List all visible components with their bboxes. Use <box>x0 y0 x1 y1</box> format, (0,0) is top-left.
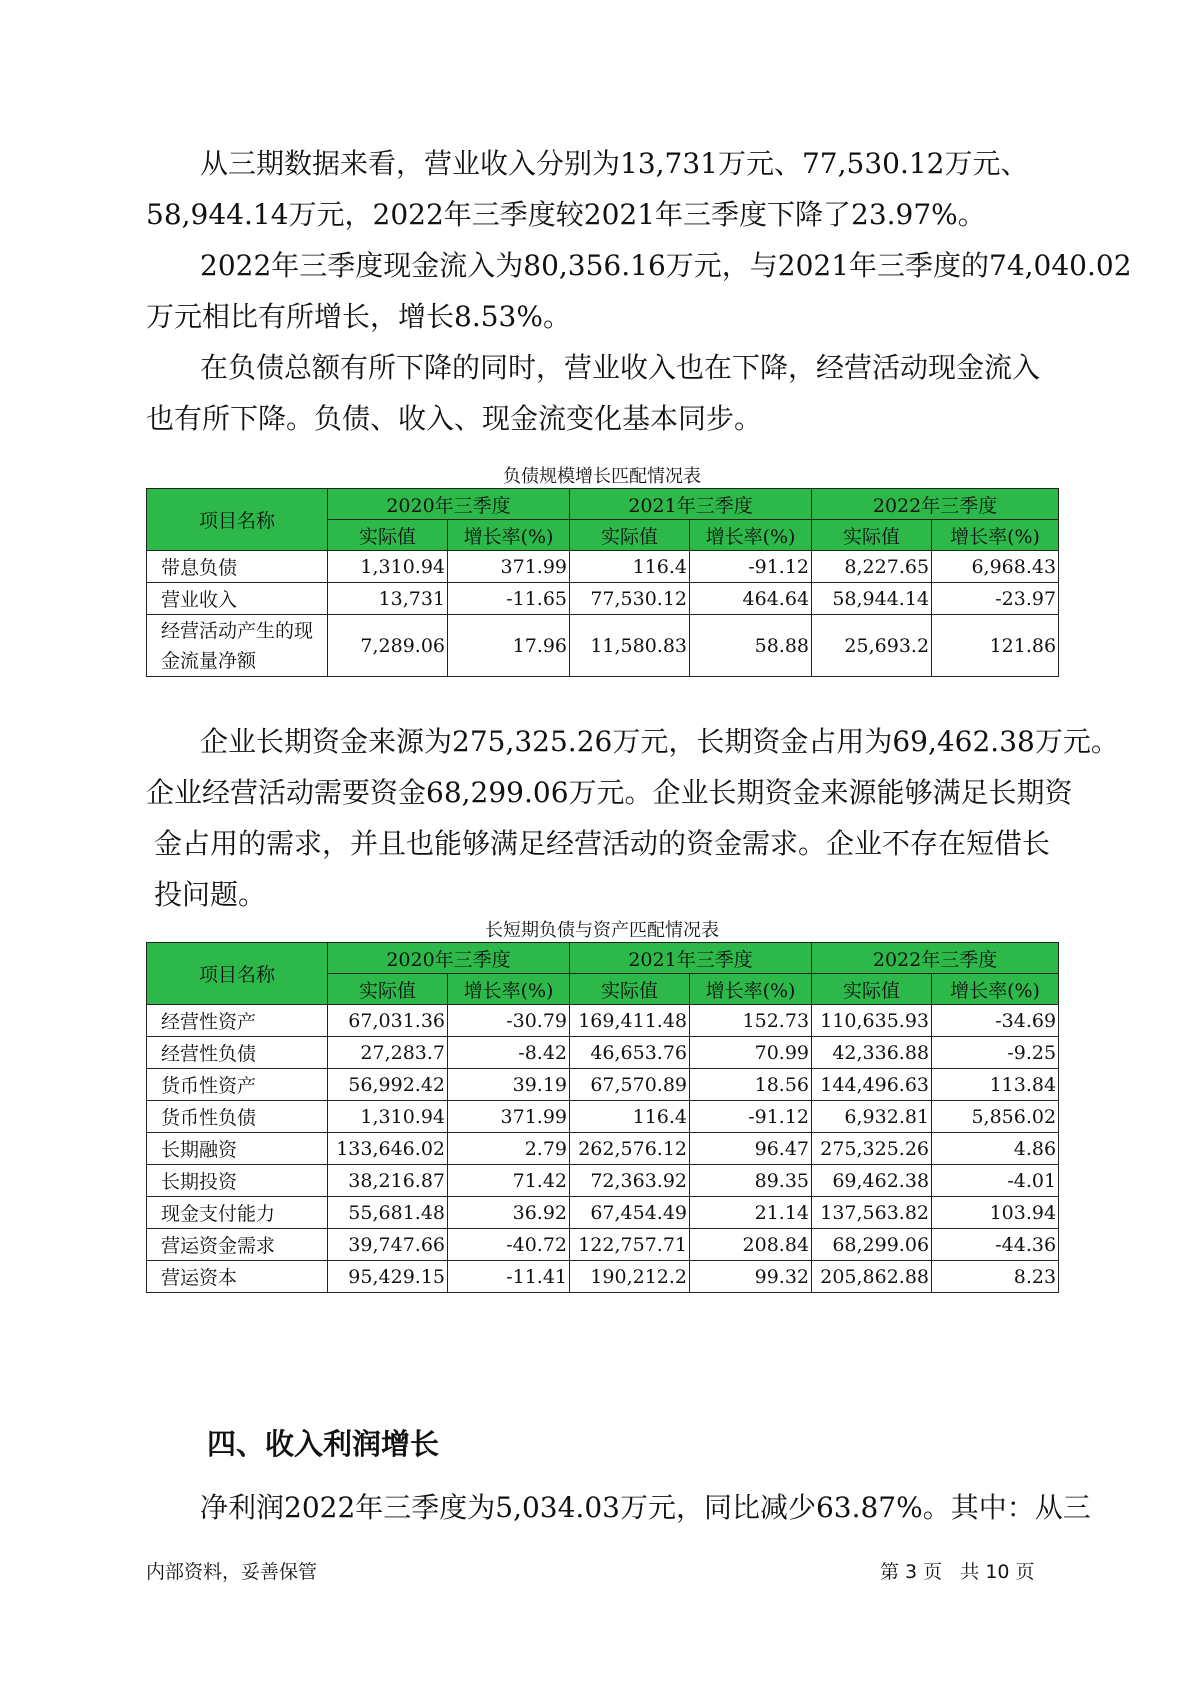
row-label: 现金支付能力 <box>147 1197 328 1229</box>
header-item-name: 项目名称 <box>147 489 328 551</box>
header-sub: 增长率(%) <box>932 520 1059 551</box>
cell-value: 7,289.06 <box>328 615 448 677</box>
cell-value: 55,681.48 <box>328 1197 448 1229</box>
cell-value: 11,580.83 <box>570 615 690 677</box>
cell-value: -40.72 <box>448 1229 570 1261</box>
row-label: 经营性资产 <box>147 1005 328 1037</box>
cell-value: 96.47 <box>690 1133 812 1165</box>
cell-value: -9.25 <box>932 1037 1059 1069</box>
cell-value: 72,363.92 <box>570 1165 690 1197</box>
cell-value: 152.73 <box>690 1005 812 1037</box>
cell-value: 58,944.14 <box>812 583 932 615</box>
cell-value: 208.84 <box>690 1229 812 1261</box>
header-sub: 实际值 <box>812 520 932 551</box>
cell-value: 67,454.49 <box>570 1197 690 1229</box>
cell-value: -34.69 <box>932 1005 1059 1037</box>
text-line: 净利润2022年三季度为5,034.03万元，同比减少63.87%。其中：从三 <box>200 1491 1091 1524</box>
row-label: 货币性负债 <box>147 1101 328 1133</box>
cell-value: 6,968.43 <box>932 551 1059 583</box>
text-line: 58,944.14万元，2022年三季度较2021年三季度下降了23.97%。 <box>146 198 986 231</box>
header-period: 2020年三季度 <box>328 489 570 520</box>
text-line: 万元相比有所增长，增长8.53%。 <box>146 300 571 333</box>
table-row <box>147 551 1059 583</box>
header-period: 2022年三季度 <box>812 489 1059 520</box>
header-sub: 增长率(%) <box>690 974 812 1005</box>
cell-value: 137,563.82 <box>812 1197 932 1229</box>
header-sub: 增长率(%) <box>690 520 812 551</box>
cell-value: 116.4 <box>570 1101 690 1133</box>
cell-value: 46,653.76 <box>570 1037 690 1069</box>
cell-value: 13,731 <box>328 583 448 615</box>
table-row <box>147 1101 1059 1133</box>
cell-value: 262,576.12 <box>570 1133 690 1165</box>
header-period: 2020年三季度 <box>328 943 570 974</box>
cell-value: 4.86 <box>932 1133 1059 1165</box>
cell-value: 275,325.26 <box>812 1133 932 1165</box>
cell-value: -11.65 <box>448 583 570 615</box>
header-sub: 实际值 <box>328 974 448 1005</box>
cell-value: 371.99 <box>448 551 570 583</box>
cell-value: 95,429.15 <box>328 1261 448 1293</box>
table-caption: 负债规模增长匹配情况表 <box>503 466 701 487</box>
cell-value: 89.35 <box>690 1165 812 1197</box>
cell-value: 2.79 <box>448 1133 570 1165</box>
cell-value: 36.92 <box>448 1197 570 1229</box>
cell-value: 205,862.88 <box>812 1261 932 1293</box>
cell-value: 99.32 <box>690 1261 812 1293</box>
cell-value: 71.42 <box>448 1165 570 1197</box>
paragraph-cash-inflow <box>146 240 1132 342</box>
cell-value: 68,299.06 <box>812 1229 932 1261</box>
table-row <box>147 1229 1059 1261</box>
cell-value: 122,757.71 <box>570 1229 690 1261</box>
table-row <box>147 1197 1059 1229</box>
cell-value: 70.99 <box>690 1037 812 1069</box>
cell-value: 8,227.65 <box>812 551 932 583</box>
cell-value: 67,031.36 <box>328 1005 448 1037</box>
cell-value: 121.86 <box>932 615 1059 677</box>
header-period: 2021年三季度 <box>570 943 812 974</box>
cell-value: -4.01 <box>932 1165 1059 1197</box>
cell-value: 56,992.42 <box>328 1069 448 1101</box>
header-period: 2021年三季度 <box>570 489 812 520</box>
cell-value: 8.23 <box>932 1261 1059 1293</box>
table-row <box>147 615 1059 677</box>
cell-value: 17.96 <box>448 615 570 677</box>
cell-value: 133,646.02 <box>328 1133 448 1165</box>
text-line: 金占用的需求，并且也能够满足经营活动的资金需求。企业不存在短借长 <box>154 827 1051 860</box>
section-heading: 四、收入利润增长 <box>207 1427 440 1461</box>
cell-value: 27,283.7 <box>328 1037 448 1069</box>
row-label: 经营活动产生的现金流量净额 <box>147 615 328 677</box>
table-row <box>147 1133 1059 1165</box>
cell-value: 113.84 <box>932 1069 1059 1101</box>
table-row <box>147 1165 1059 1197</box>
cell-value: -11.41 <box>448 1261 570 1293</box>
cell-value: 39,747.66 <box>328 1229 448 1261</box>
header-sub: 实际值 <box>812 974 932 1005</box>
cell-value: -91.12 <box>690 551 812 583</box>
cell-value: 67,570.89 <box>570 1069 690 1101</box>
cell-value: 1,310.94 <box>328 1101 448 1133</box>
cell-value: 69,462.38 <box>812 1165 932 1197</box>
cell-value: 39.19 <box>448 1069 570 1101</box>
row-label: 长期融资 <box>147 1133 328 1165</box>
cell-value: 58.88 <box>690 615 812 677</box>
cell-value: 25,693.2 <box>812 615 932 677</box>
text-line: 也有所下降。负债、收入、现金流变化基本同步。 <box>146 402 763 435</box>
cell-value: -23.97 <box>932 583 1059 615</box>
paragraph-revenue <box>146 138 1076 240</box>
table-row <box>147 1069 1059 1101</box>
cell-value: 103.94 <box>932 1197 1059 1229</box>
paragraph-long-term-funds <box>146 716 1119 920</box>
text-line: 在负债总额有所下降的同时，营业收入也在下降，经营活动现金流入 <box>200 351 1041 384</box>
cell-value: -30.79 <box>448 1005 570 1037</box>
cell-value: 21.14 <box>690 1197 812 1229</box>
cell-value: -8.42 <box>448 1037 570 1069</box>
text-line: 2022年三季度现金流入为80,356.16万元，与2021年三季度的74,040.02 <box>200 249 1132 282</box>
footer-confidential: 内部资料，妥善保管 <box>146 1561 318 1583</box>
cell-value: 18.56 <box>690 1069 812 1101</box>
cell-value: 38,216.87 <box>328 1165 448 1197</box>
row-label: 营业收入 <box>147 583 328 615</box>
text-line: 企业长期资金来源为275,325.26万元，长期资金占用为69,462.38万元。 <box>200 725 1119 758</box>
cell-value: 169,411.48 <box>570 1005 690 1037</box>
cell-value: 6,932.81 <box>812 1101 932 1133</box>
row-label: 带息负债 <box>147 551 328 583</box>
cell-value: 371.99 <box>448 1101 570 1133</box>
text-line: 投问题。 <box>154 878 267 911</box>
header-item-name: 项目名称 <box>147 943 328 1005</box>
header-sub: 增长率(%) <box>448 974 570 1005</box>
row-label: 货币性资产 <box>147 1069 328 1101</box>
text-line: 从三期数据来看，营业收入分别为13,731万元、77,530.12万元、 <box>200 147 1029 180</box>
debt-scale-table <box>146 488 1059 677</box>
cell-value: 464.64 <box>690 583 812 615</box>
cell-value: 42,336.88 <box>812 1037 932 1069</box>
cell-value: 144,496.63 <box>812 1069 932 1101</box>
footer-page-number: 第 3 页 共 10 页 <box>880 1561 1035 1583</box>
liability-asset-match-table <box>146 942 1059 1293</box>
row-label: 经营性负债 <box>147 1037 328 1069</box>
cell-value: 5,856.02 <box>932 1101 1059 1133</box>
row-label: 长期投资 <box>147 1165 328 1197</box>
table-row <box>147 1005 1059 1037</box>
table-caption: 长短期负债与资产匹配情况表 <box>485 920 719 941</box>
cell-value: 190,212.2 <box>570 1261 690 1293</box>
cell-value: -91.12 <box>690 1101 812 1133</box>
header-sub: 实际值 <box>328 520 448 551</box>
paragraph-sync <box>146 342 1076 444</box>
cell-value: 1,310.94 <box>328 551 448 583</box>
row-label: 营运资金需求 <box>147 1229 328 1261</box>
cell-value: 77,530.12 <box>570 583 690 615</box>
table-row <box>147 1261 1059 1293</box>
cell-value: 110,635.93 <box>812 1005 932 1037</box>
table-row <box>147 583 1059 615</box>
header-period: 2022年三季度 <box>812 943 1059 974</box>
header-sub: 实际值 <box>570 974 690 1005</box>
text-line: 企业经营活动需要资金68,299.06万元。企业长期资金来源能够满足长期资 <box>146 776 1073 809</box>
paragraph-net-profit <box>146 1482 1091 1533</box>
cell-value: -44.36 <box>932 1229 1059 1261</box>
header-sub: 增长率(%) <box>448 520 570 551</box>
table-row <box>147 1037 1059 1069</box>
row-label: 营运资本 <box>147 1261 328 1293</box>
header-sub: 实际值 <box>570 520 690 551</box>
header-sub: 增长率(%) <box>932 974 1059 1005</box>
cell-value: 116.4 <box>570 551 690 583</box>
